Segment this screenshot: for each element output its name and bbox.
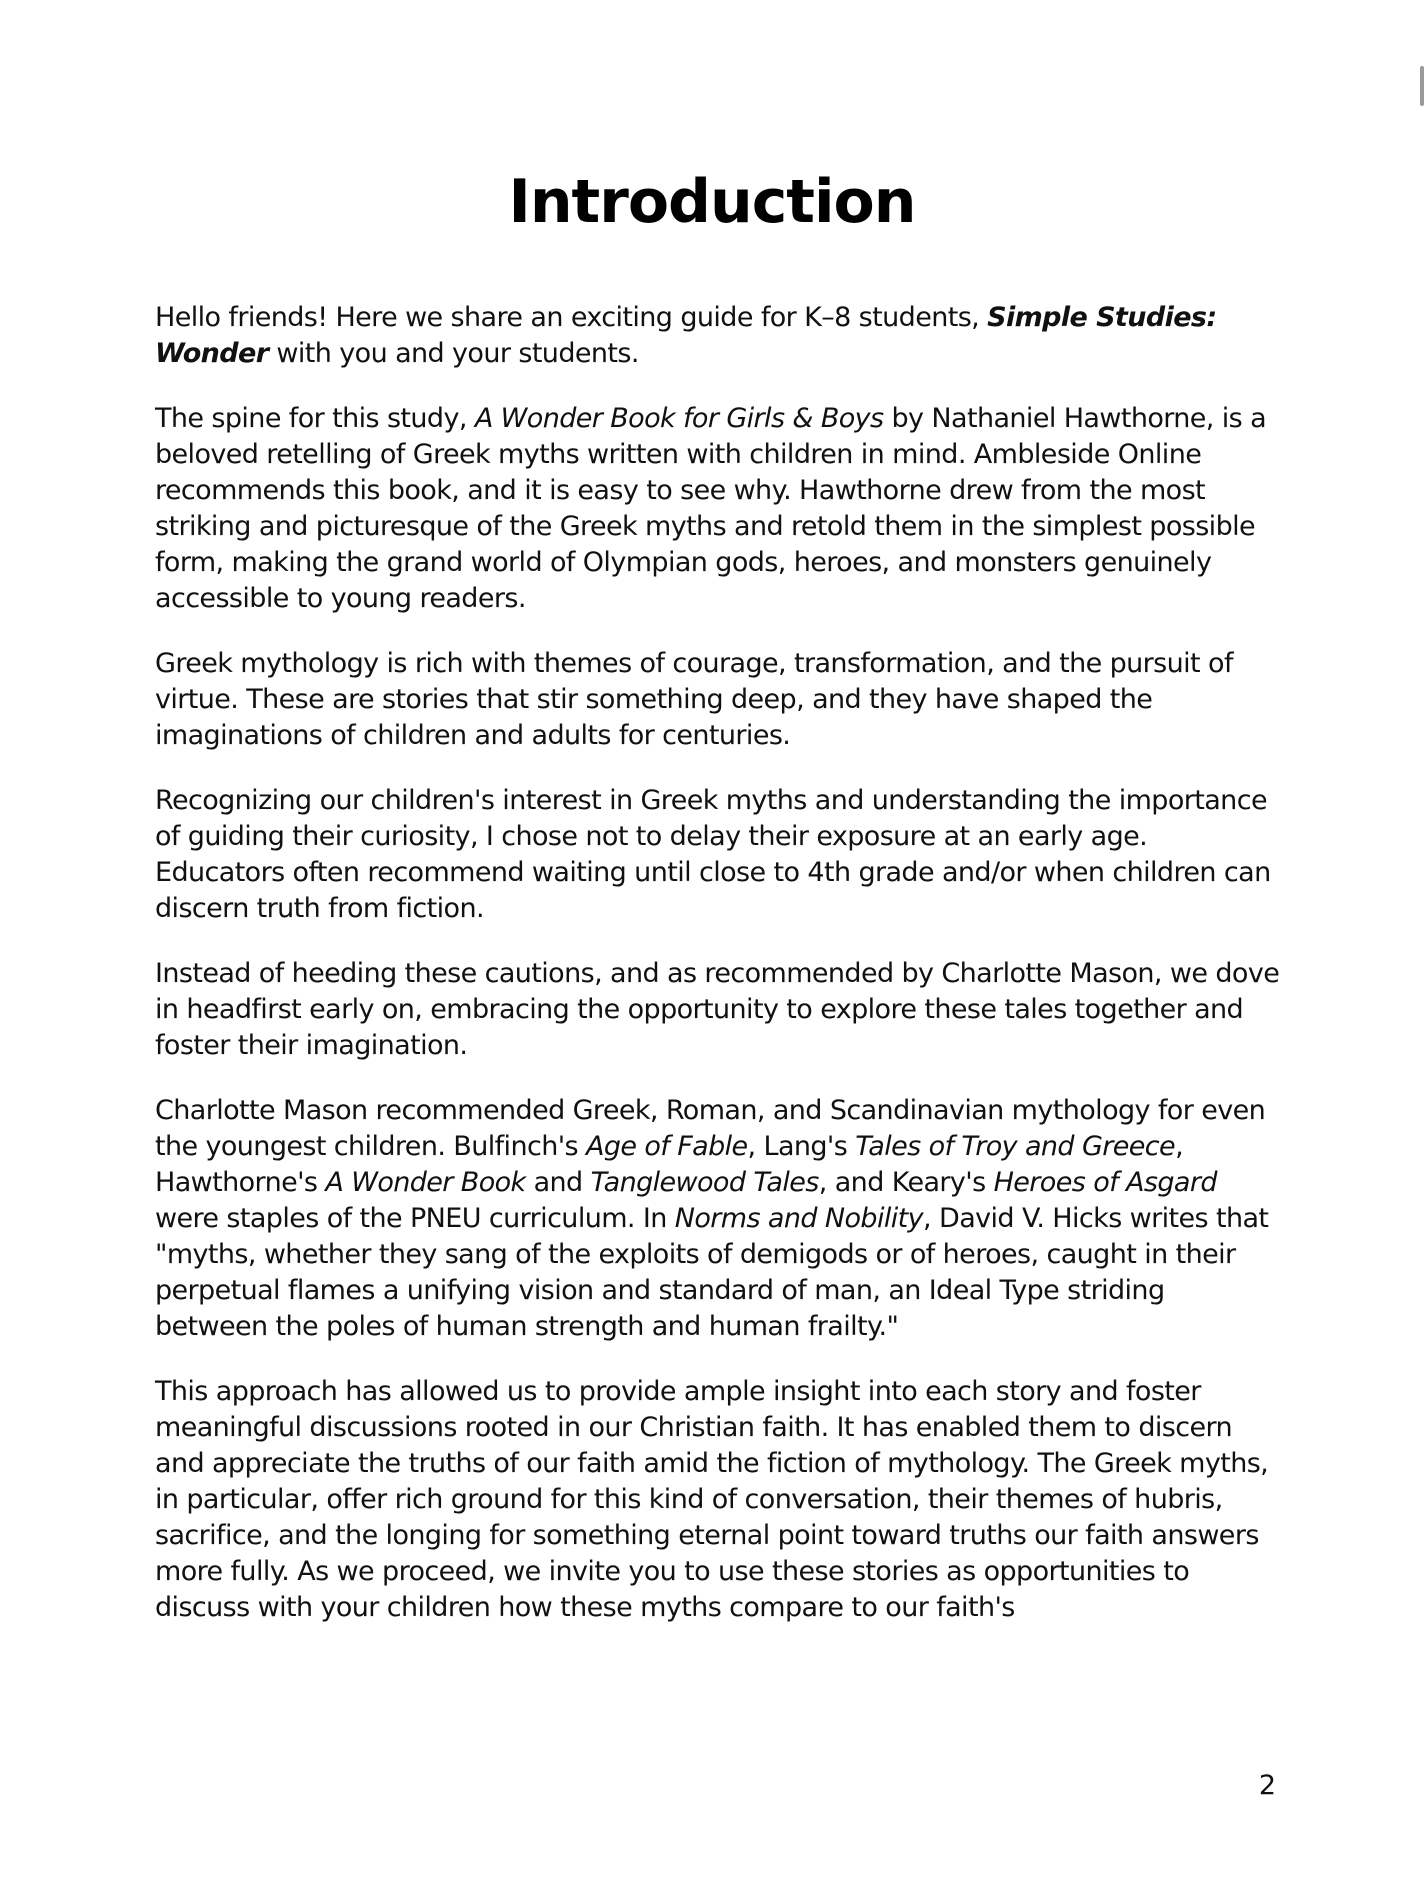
- text-run: , and Keary's: [818, 1167, 994, 1198]
- text-run: Hello friends! Here we share an exciting guide for K–8 students,: [155, 302, 988, 333]
- book-title-a-wonder-book: A Wonder Book: [325, 1167, 526, 1198]
- paragraph-charlotte-mason: [155, 956, 1280, 1064]
- text-run: , Hawthorne's: [155, 1131, 1184, 1198]
- paragraph-themes: [155, 646, 1280, 754]
- page-number: 2: [1258, 1770, 1276, 1801]
- text-run: by Nathaniel Hawthorne, is a beloved retelling of Greek myths written with children in mind. Ambleside Online recommends this book, and it is easy to see why. Hawthorne drew from the most striking and picturesque of the Greek myths and retold them in the simplest possible form, making the grand world of Olympian gods, heroes, and monsters genuinely accessible to young readers.: [155, 403, 1267, 614]
- paragraph-greeting: [155, 300, 1280, 372]
- text-run: Charlotte Mason recommended Greek, Roman, and Scandinavian mythology for even the youngest children. Bulfinch's: [155, 1095, 1266, 1162]
- book-title-simple-studies: Simple Studies: Wonder: [155, 302, 1217, 369]
- paragraph-early-exposure: [155, 783, 1280, 927]
- book-title-norms-and-nobility: Norms and Nobility: [674, 1203, 924, 1234]
- book-title-wonder-book: A Wonder Book for Girls & Boys: [474, 403, 884, 434]
- book-title-heroes-of-asgard: Heroes of Asgard: [993, 1167, 1217, 1198]
- text-run: , David V. Hicks writes that "myths, whether they sang of the exploits of demigods or of heroes, caught in their perpetual flames a unifying vision and standard of man, an Ideal Type striding between the poles of human strength and human frailty.": [155, 1203, 1269, 1342]
- book-title-tanglewood-tales: Tanglewood Tales: [590, 1167, 819, 1198]
- page-title: Introduction: [508, 167, 916, 237]
- paragraph-approach: [155, 1374, 1280, 1626]
- text-run: were staples of the PNEU curriculum. In: [155, 1203, 675, 1234]
- text-run: The spine for this study,: [155, 403, 475, 434]
- paragraph-spine: [155, 401, 1280, 617]
- book-title-tales-of-troy: Tales of Troy and Greece: [855, 1131, 1176, 1162]
- text-run: Greek mythology is rich with themes of courage, transformation, and the pursuit of virtue. These are stories that stir something deep, and they have shaped the imaginations of children and adults for centuries.: [155, 648, 1233, 751]
- book-title-age-of-fable: Age of Fable: [585, 1131, 748, 1162]
- text-run: This approach has allowed us to provide ample insight into each story and foster meaningful discussions rooted in our Christian faith. It has enabled them to discern and appreciate the truths of our faith amid the fiction of mythology. The Greek myths, in particular, offer rich ground for this kind of conversation, their themes of hubris, sacrifice, and the longing for something eternal point toward truths our faith answers more fully. As we proceed, we invite you to use these stories as opportunities to discuss with your children how these myths compare to our faith's: [155, 1376, 1269, 1623]
- text-run: Instead of heeding these cautions, and as recommended by Charlotte Mason, we dove in headfirst early on, embracing the opportunity to explore these tales together and foster their imagination.: [155, 958, 1280, 1061]
- body-text: [155, 300, 1280, 1626]
- paragraph-recommended-books: [155, 1093, 1280, 1345]
- text-run: and: [525, 1167, 591, 1198]
- text-run: , Lang's: [747, 1131, 856, 1162]
- text-run: Recognizing our children's interest in Greek myths and understanding the importance of guiding their curiosity, I chose not to delay their exposure at an early age. Educators often recommend waiting until close to 4th grade and/or when children can discern truth from fiction.: [155, 785, 1271, 924]
- scrollbar-thumb[interactable]: [1420, 66, 1424, 106]
- text-run: with you and your students.: [268, 338, 639, 369]
